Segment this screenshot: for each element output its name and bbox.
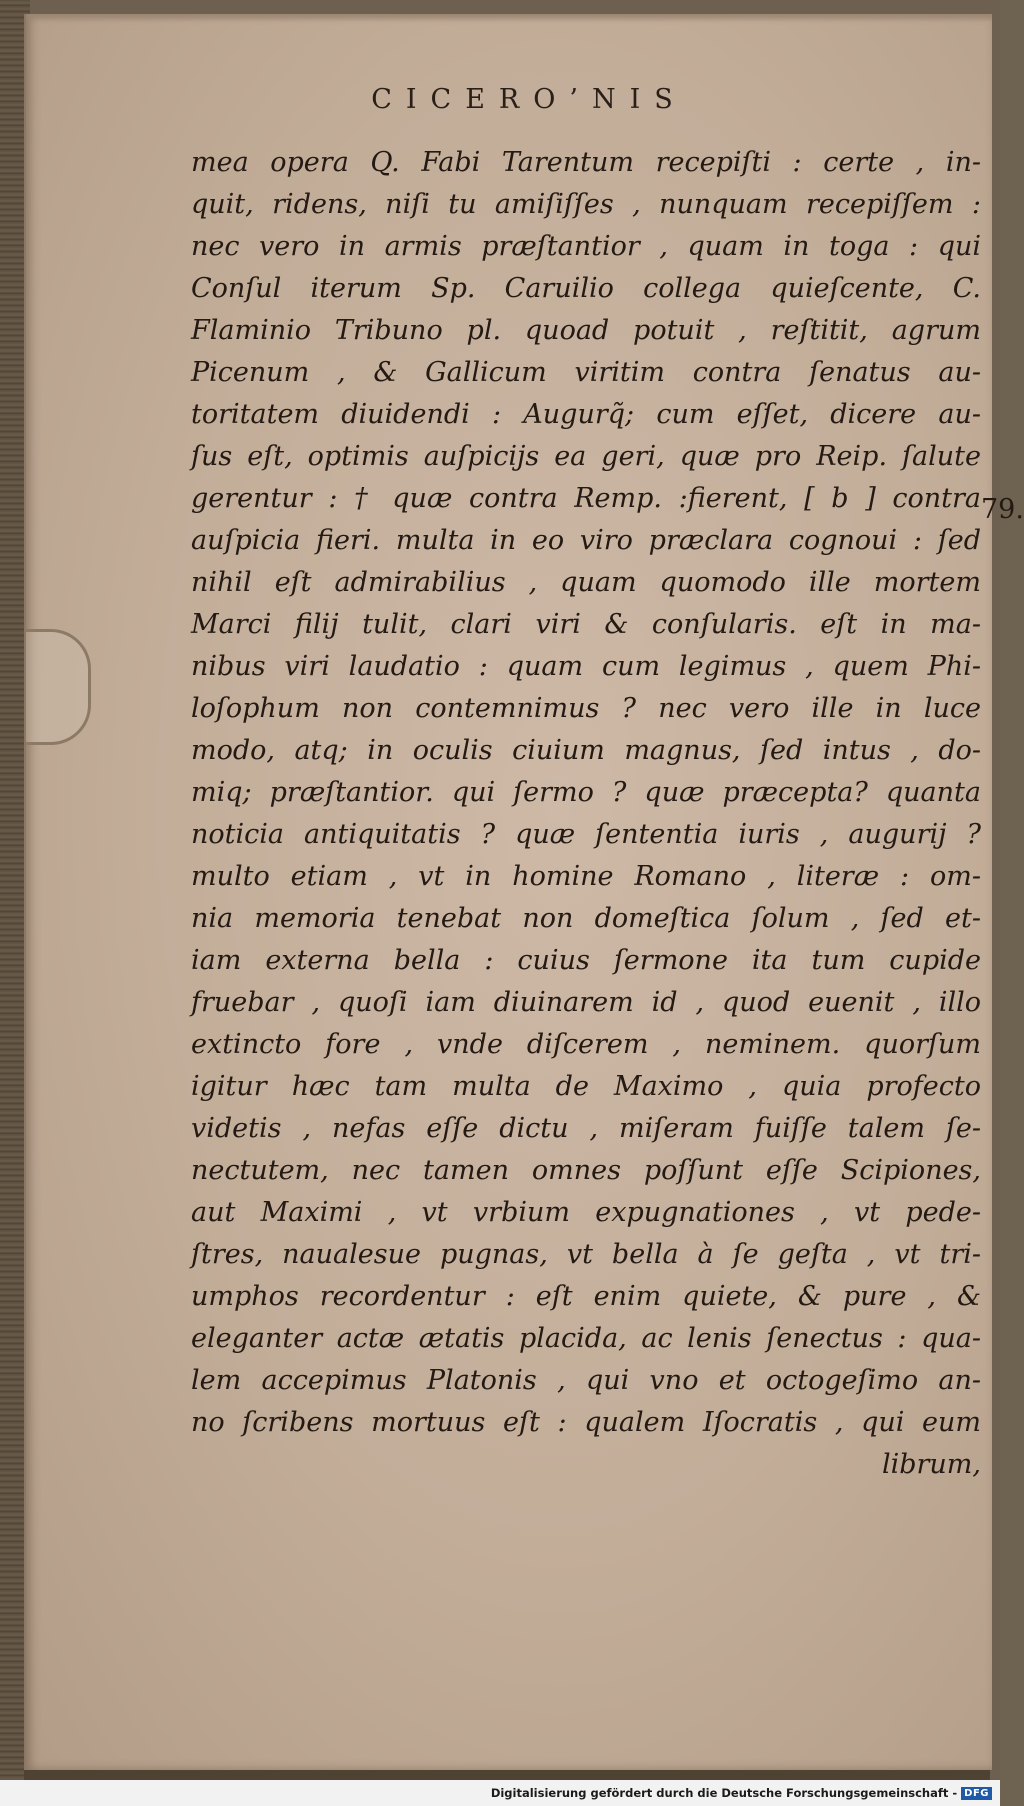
text-line: Flaminio Tribuno pl. quoad potuit , reſtitit, agrum — [191, 315, 981, 346]
text-line: nectutem, nec tamen omnes poſſunt eſſe Scipiones, — [191, 1155, 981, 1186]
text-line: quit, ridens, niſi tu amiſiſſes , nunquam recepiſſem : — [191, 189, 981, 220]
page-bottom-edge — [24, 1770, 990, 1780]
text-line: umphos recordentur : eſt enim quiete, & pure , & — [191, 1281, 981, 1312]
text-line: mea opera Q. Fabi Tarentum recepiſti : certe , in- — [191, 147, 981, 178]
text-line: igitur hæc tam multa de Maximo , quia profecto — [191, 1071, 981, 1102]
text-line: loſophum non contemnimus ? nec vero ille in luce — [191, 693, 981, 724]
text-line: videtis , nefas eſſe dictu , miſeram fuiſſe talem ſe- — [191, 1113, 981, 1144]
footer-bar — [0, 1780, 1000, 1806]
body-text — [191, 142, 981, 1486]
text-line: lem accepimus Platonis , qui vno et octogeſimo an- — [191, 1365, 981, 1396]
text-line: gerentur : † quæ contra Remp. :fierent, [ b ] contra — [191, 483, 981, 514]
running-header: CICERO’NIS — [371, 84, 687, 115]
text-line: aut Maximi , vt vrbium expugnationes , vt pede- — [191, 1197, 981, 1228]
margin-note-number: 79. — [981, 494, 1024, 525]
text-line: no ſcribens mortuus eſt : qualem Iſocratis , qui eum — [191, 1407, 981, 1438]
text-line: fruebar , quoſi iam diuinarem id , quod euenit , illo — [191, 987, 981, 1018]
text-line: ſus eſt, optimis auſpicijs ea geri, quæ pro Reip. ſalute — [191, 441, 981, 472]
text-line: Marci filij tulit, clari viri & conſularis. eſt in ma- — [191, 609, 981, 640]
text-line: multo etiam , vt in homine Romano , literæ : om- — [191, 861, 981, 892]
page-edge-shadow — [26, 14, 992, 22]
funding-credit-text: Digitalisierung gefördert durch die Deutsche Forschungsgemeinschaft - — [490, 1786, 958, 1800]
text-line: nec vero in armis præſtantior , quam in toga : qui — [191, 231, 981, 262]
text-line: nihil eſt admirabilius , quam quomodo ille mortem — [191, 567, 981, 598]
dfg-logo: DFG — [961, 1787, 992, 1800]
text-line: nibus viri laudatio : quam cum legimus , quem Phi- — [191, 651, 981, 682]
text-line: auſpicia fieri. multa in eo viro præclara cognoui : ſed — [191, 525, 981, 556]
text-line: Conſul iterum Sp. Caruilio collega quieſcente, C. — [191, 273, 981, 304]
text-line: noticia antiquitatis ? quæ ſententia iuris , augurij ? — [191, 819, 981, 850]
text-line: iam externa bella : cuius ſermone ita tum cupide — [191, 945, 981, 976]
clasp-loop — [26, 629, 91, 745]
text-line: miq; præſtantior. qui ſermo ? quæ præcepta? quanta — [191, 777, 981, 808]
text-line: modo, atq; in oculis ciuium magnus, ſed intus , do- — [191, 735, 981, 766]
text-line: Picenum , & Gallicum viritim contra ſenatus au- — [191, 357, 981, 388]
text-line: extincto fore , vnde diſcerem , neminem. quorſum — [191, 1029, 981, 1060]
funding-credit — [485, 1783, 996, 1803]
text-line: nia memoria tenebat non domeſtica ſolum , ſed et- — [191, 903, 981, 934]
text-line: librum, — [881, 1449, 981, 1480]
text-line: toritatem diuidendi : Augurq̃; cum eſſet, dicere au- — [191, 399, 981, 430]
text-line: ſtres, naualesue pugnas, vt bella à ſe geſta , vt tri- — [191, 1239, 981, 1270]
book-page — [24, 14, 1024, 1770]
text-line: eleganter actæ ætatis placida, ac lenis ſenectus : qua- — [191, 1323, 981, 1354]
